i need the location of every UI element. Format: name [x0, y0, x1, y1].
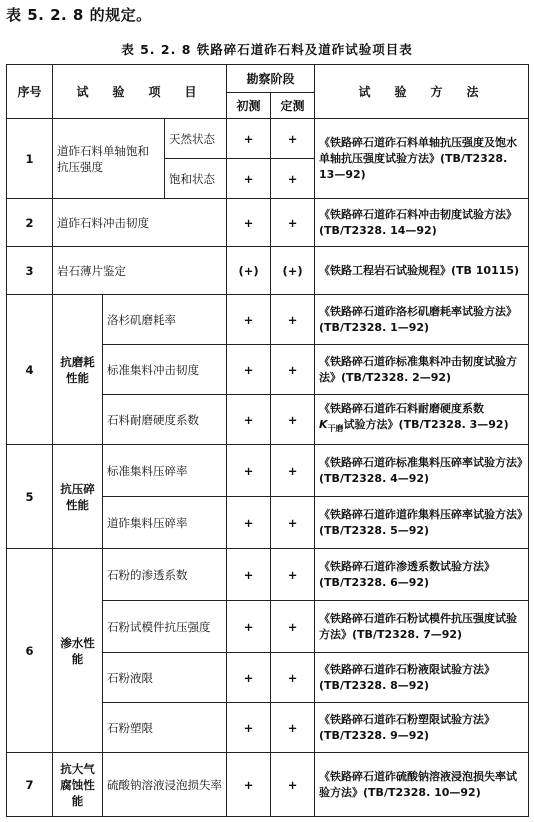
row-method: 《铁路碎石道砟石粉液限试验方法》(TB/T2328. 8—92) [315, 653, 529, 703]
final-mark: + [271, 703, 315, 753]
header-item: 试 验 项 目 [53, 65, 227, 119]
final-mark: + [271, 601, 315, 653]
final-mark: + [271, 753, 315, 817]
final-mark: + [271, 497, 315, 549]
row-no: 3 [7, 247, 53, 295]
final-mark: + [271, 445, 315, 497]
initial-mark: + [227, 753, 271, 817]
initial-mark: (+) [227, 247, 271, 295]
initial-mark: + [227, 395, 271, 445]
row-method: 《铁路碎石道砟石粉试模件抗压强度试验方法》(TB/T2328. 7—92) [315, 601, 529, 653]
row-item: 标准集料冲击韧度 [103, 345, 227, 395]
method-text: 试验方法》(TB/T2328. 3—92) [343, 418, 509, 432]
row-item: 道砟石料单轴饱和抗压强度 [53, 119, 165, 199]
initial-mark: + [227, 445, 271, 497]
table-row [7, 295, 529, 345]
initial-mark: + [227, 703, 271, 753]
initial-mark: + [227, 199, 271, 247]
row-method: 《铁路碎石道砟道砟集料压碎率试验方法》(TB/T2328. 5—92) [315, 497, 529, 549]
row-item: 道砟石料冲击韧度 [53, 199, 227, 247]
row-no: 2 [7, 199, 53, 247]
final-mark: + [271, 345, 315, 395]
method-k-symbol: K [319, 418, 328, 432]
row-method: 《铁路碎石道砟石料冲击韧度试验方法》(TB/T2328. 14—92) [315, 199, 529, 247]
table-row [7, 753, 529, 817]
table-row [7, 119, 529, 159]
final-mark: + [271, 653, 315, 703]
row-item: 硫酸钠溶液浸泡损失率 [103, 753, 227, 817]
table-row [7, 445, 529, 497]
final-mark: + [271, 199, 315, 247]
row-item: 道砟集料压碎率 [103, 497, 227, 549]
initial-mark: + [227, 295, 271, 345]
initial-mark: + [227, 497, 271, 549]
row-item: 岩石薄片鉴定 [53, 247, 227, 295]
intro-text: 表 5. 2. 8 的规定。 [6, 6, 152, 24]
row-method: 《铁路碎石道砟渗透系数试验方法》(TB/T2328. 6—92) [315, 549, 529, 601]
row-item: 洛杉矶磨耗率 [103, 295, 227, 345]
initial-mark: + [227, 653, 271, 703]
row-no: 7 [7, 753, 53, 817]
final-mark: + [271, 159, 315, 199]
table-row [7, 199, 529, 247]
row-item: 石料耐磨硬度系数 [103, 395, 227, 445]
initial-mark: + [227, 601, 271, 653]
row-item: 石粉塑限 [103, 703, 227, 753]
final-mark: + [271, 395, 315, 445]
row-subitem: 饱和状态 [165, 159, 227, 199]
row-no: 4 [7, 295, 53, 445]
row-item: 石粉的渗透系数 [103, 549, 227, 601]
header-stage: 勘察阶段 [227, 65, 315, 93]
final-mark: + [271, 295, 315, 345]
test-items-table [6, 64, 529, 817]
final-mark: (+) [271, 247, 315, 295]
row-no: 6 [7, 549, 53, 753]
final-mark: + [271, 119, 315, 159]
table-row [7, 247, 529, 295]
row-item: 标准集料压碎率 [103, 445, 227, 497]
row-subitem: 天然状态 [165, 119, 227, 159]
initial-mark: + [227, 345, 271, 395]
row-method [315, 395, 529, 445]
table-caption: 表 5. 2. 8 铁路碎石道砟石料及道砟试验项目表 [121, 42, 413, 57]
row-group: 抗磨耗性能 [53, 295, 103, 445]
row-group: 渗水性能 [53, 549, 103, 753]
header-no: 序号 [7, 65, 53, 119]
row-group: 抗压碎性能 [53, 445, 103, 549]
row-item: 石粉液限 [103, 653, 227, 703]
row-method: 《铁路工程岩石试验规程》(TB 10115) [315, 247, 529, 295]
header-stage-final: 定测 [271, 93, 315, 119]
initial-mark: + [227, 119, 271, 159]
row-no: 1 [7, 119, 53, 199]
header-stage-initial: 初测 [227, 93, 271, 119]
row-method: 《铁路碎石道砟石粉塑限试验方法》(TB/T2328. 9—92) [315, 703, 529, 753]
table-row [7, 549, 529, 601]
row-method: 《铁路碎石道砟标准集料压碎率试验方法》(TB/T2328. 4—92) [315, 445, 529, 497]
initial-mark: + [227, 159, 271, 199]
method-text: 《铁路碎石道砟石料耐磨硬度系数 [319, 402, 485, 416]
row-method: 《铁路碎石道砟硫酸钠溶液浸泡损失率试验方法》(TB/T2328. 10—92) [315, 753, 529, 817]
row-group: 抗大气腐蚀性能 [53, 753, 103, 817]
initial-mark: + [227, 549, 271, 601]
header-method: 试 验 方 法 [315, 65, 529, 119]
row-method: 《铁路碎石道砟石料单轴抗压强度及饱水单轴抗压强度试验方法》(TB/T2328. 13—92) [315, 119, 529, 199]
row-item: 石粉试模件抗压强度 [103, 601, 227, 653]
row-method: 《铁路碎石道砟标准集料冲击韧度试验方法》(TB/T2328. 2—92) [315, 345, 529, 395]
method-k-subscript: 干磨 [327, 424, 344, 434]
row-no: 5 [7, 445, 53, 549]
header-row [7, 65, 529, 93]
final-mark: + [271, 549, 315, 601]
row-method: 《铁路碎石道砟洛杉矶磨耗率试验方法》(TB/T2328. 1—92) [315, 295, 529, 345]
